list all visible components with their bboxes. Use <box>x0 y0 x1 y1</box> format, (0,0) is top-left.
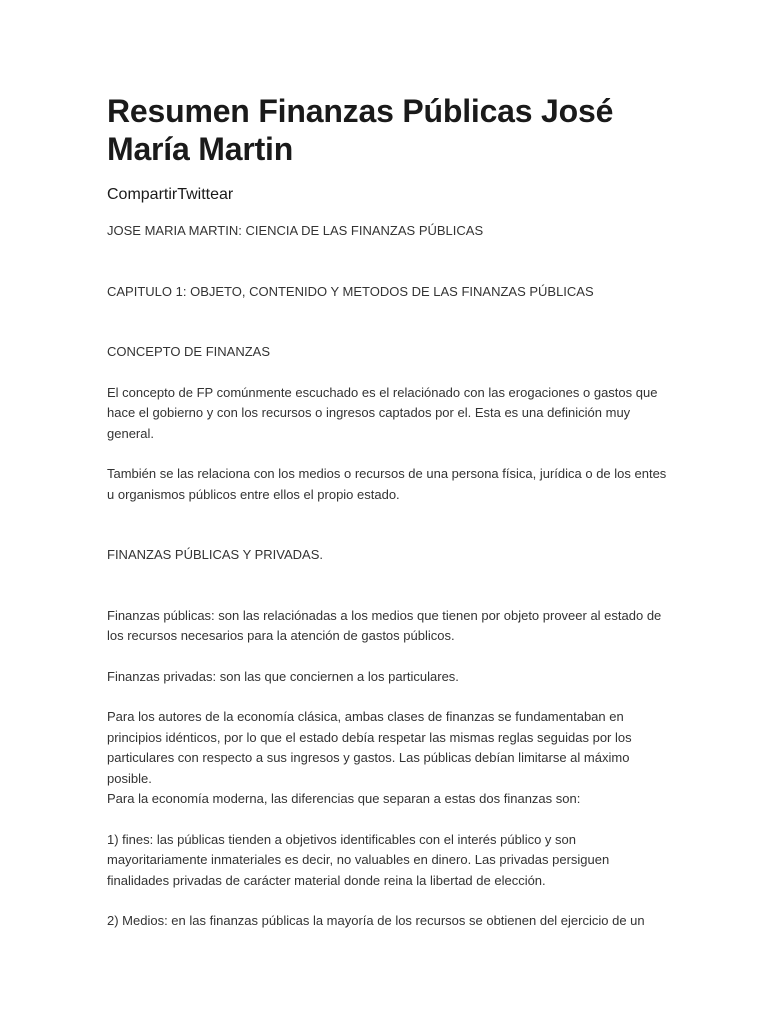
paragraph-concept-definition: El concepto de FP comúnmente escuchado es el relaciónado con las erogaciones o gastos que hace el gobierno y con los recursos o ingresos captados por el. Esta es una definición muy general. <box>107 384 658 441</box>
paragraph-ends: 1) fines: las públicas tienden a objetivos identificables con el interés público y son mayoritariamente inmateriales es decir, no valuables en dinero. Las privadas persiguen finalidades privadas de carácter material donde reina la libertad de elección. <box>107 831 610 888</box>
paragraph-classical-economy: Para los autores de la economía clásica, ambas clases de finanzas se fundamentaban en principios idénticos, por lo que el estado debía respetar las mismas reglas seguidas por los particulares con respecto a sus ingresos y gastos. Las públicas debían limitarse al máximo posible. <box>107 709 632 786</box>
paragraph-means: 2) Medios: en las finanzas públicas la mayoría de los recursos se obtienen del ejercicio de un <box>107 913 645 928</box>
paragraph-private-finance: Finanzas privadas: son las que conciernen a los particulares. <box>107 668 459 684</box>
document-page <box>107 92 667 932</box>
share-button[interactable]: Compartir <box>107 186 178 203</box>
share-bar <box>107 185 667 205</box>
paragraph-heading-concept: CONCEPTO DE FINANZAS <box>107 344 271 359</box>
paragraph-heading-public-private: FINANZAS PÚBLICAS Y PRIVADAS. <box>107 547 324 562</box>
paragraph-heading-chapter: CAPITULO 1: OBJETO, CONTENIDO Y METODOS DE LAS FINANZAS PÚBLICAS <box>107 283 594 299</box>
tweet-button[interactable]: Twittear <box>177 186 234 203</box>
paragraph-concept-relation: También se las relaciona con los medios o recursos de una persona física, jurídica o de los entes u organismos públicos entre ellos el propio estado. <box>107 466 667 502</box>
document-title: Resumen Finanzas Públicas José María Martin <box>107 93 614 167</box>
paragraph-heading-author: JOSE MARIA MARTIN: CIENCIA DE LAS FINANZAS PÚBLICAS <box>107 223 484 238</box>
paragraph-public-finance: Finanzas públicas: son las relaciónadas a los medios que tienen por objeto proveer al estado de los recursos necesarios para la atención de gastos públicos. <box>107 607 662 643</box>
paragraph-modern-economy: Para la economía moderna, las diferencias que separan a estas dos finanzas son: <box>107 791 581 806</box>
